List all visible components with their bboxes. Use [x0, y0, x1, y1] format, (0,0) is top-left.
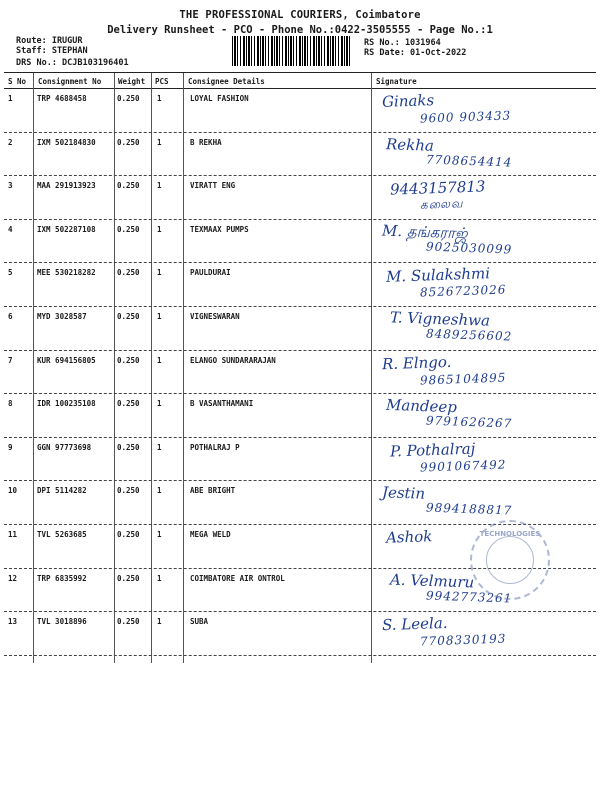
signature-phone: 7708654414 [425, 152, 513, 170]
row-separator [4, 350, 596, 351]
row-weight: 0.250 [117, 530, 140, 539]
signature-name: A. Velmuru [389, 570, 475, 592]
signature-name: Ashok [385, 527, 433, 547]
row-separator [4, 393, 596, 394]
company-stamp [470, 520, 550, 600]
signature-phone: 9025030099 [425, 239, 513, 257]
row-consignment-no: MEE 530218282 [37, 268, 96, 278]
row-consignment-no: IDR 100235108 [37, 399, 96, 409]
row-pcs: 1 [157, 94, 162, 103]
row-pcs: 1 [157, 530, 162, 539]
signature-phone: 9791626267 [425, 413, 513, 431]
row-pcs: 1 [157, 573, 162, 583]
document-subtitle: Delivery Runsheet - PCO - Phone No.:0422-3505555 - Page No.:1 [107, 24, 493, 36]
row-consignment-no: DPI 5114282 [37, 486, 87, 496]
row-pcs: 1 [157, 486, 162, 496]
row-pcs: 1 [157, 355, 162, 365]
row-weight: 0.250 [117, 312, 140, 321]
signature-phone: 8526723026 [419, 282, 507, 300]
row-consignment-no: TVL 3018896 [37, 617, 87, 627]
signature-name: M. தங்கராஜ் [381, 221, 468, 243]
row-sno: 13 [8, 617, 18, 627]
row-consignee: ABE BRIGHT [190, 486, 236, 496]
row-weight: 0.250 [117, 94, 140, 103]
row-separator [4, 306, 596, 307]
signature-phone: 9865104895 [419, 370, 507, 388]
rs-number: RS No.: 1031964 [364, 38, 441, 48]
signature-phone: 9901067492 [419, 457, 507, 475]
row-consignee: VIGNESWARAN [190, 312, 240, 321]
row-sno: 2 [8, 137, 13, 147]
signature-phone: கலைவ [419, 196, 464, 212]
signature-name: Mandeep [385, 395, 458, 417]
table-header-border [4, 88, 596, 89]
row-weight: 0.250 [117, 268, 140, 278]
barcode-image [232, 36, 352, 66]
signature-name: R. Elngo. [381, 352, 452, 373]
row-consignment-no: TVL 5263685 [37, 530, 87, 539]
row-consignee: PAULDURAI [190, 268, 231, 278]
row-consignee: MEGA WELD [190, 530, 231, 539]
row-consignee: B VASANTHAMANI [190, 399, 254, 409]
row-sno: 10 [8, 486, 18, 496]
row-separator [4, 437, 596, 438]
row-consignment-no: MAA 291913923 [37, 181, 96, 191]
column-divider [33, 73, 34, 663]
row-consignee: TEXMAAX PUMPS [190, 224, 249, 234]
row-weight: 0.250 [117, 442, 140, 452]
row-consignee: B REKHA [190, 137, 222, 147]
row-weight: 0.250 [117, 573, 140, 583]
row-weight: 0.250 [117, 486, 140, 496]
signature-phone: 8489256602 [425, 326, 513, 344]
row-separator [4, 219, 596, 220]
column-header-signature: Signature [376, 77, 417, 86]
row-weight: 0.250 [117, 224, 140, 234]
row-consignment-no: MYD 3028587 [37, 312, 87, 321]
row-consignee: POTHALRAJ P [190, 442, 240, 452]
rs-date: RS Date: 01-Oct-2022 [364, 48, 467, 58]
row-sno: 12 [8, 573, 18, 583]
row-sno: 1 [8, 94, 13, 103]
row-consignee: LOYAL FASHION [190, 94, 249, 103]
row-pcs: 1 [157, 399, 162, 409]
row-consignment-no: GGN 97773698 [37, 442, 92, 452]
drs-number: DRS No.: DCJB103196401 [16, 58, 129, 68]
stamp-inner-ring [486, 536, 534, 584]
row-consignment-no: TRP 4688458 [37, 94, 87, 103]
row-pcs: 1 [157, 181, 162, 191]
row-separator [4, 262, 596, 263]
signature-name: T. Vigneshwa [389, 308, 491, 330]
column-header-sno: S No [8, 77, 27, 86]
row-sno: 9 [8, 442, 13, 452]
signature-phone: 7708330193 [419, 631, 507, 649]
row-weight: 0.250 [117, 181, 140, 191]
signature-phone: 9942773261 [425, 588, 513, 606]
route-label: Route: IRUGUR [16, 36, 83, 46]
stamp-text: TECHNOLOGIES [479, 530, 541, 538]
row-consignment-no: IXM 502287108 [37, 224, 96, 234]
row-separator [4, 611, 596, 612]
column-divider [114, 73, 115, 663]
row-separator [4, 175, 596, 176]
document-title: THE PROFESSIONAL COURIERS, Coimbatore [179, 9, 421, 21]
signature-name: M. Sulakshmi [385, 264, 491, 287]
signature-phone: 9600 903433 [419, 108, 512, 126]
row-separator [4, 655, 596, 656]
column-header-consignment: Consignment No [38, 77, 102, 86]
column-divider [183, 73, 184, 663]
row-pcs: 1 [157, 312, 162, 321]
signature-name: P. Pothalraj [389, 439, 476, 461]
column-header-pcs: PCS [155, 77, 169, 86]
row-consignee: VIRATT ENG [190, 181, 236, 191]
row-consignment-no: TRP 6835992 [37, 573, 87, 583]
row-separator [4, 132, 596, 133]
staff-label: Staff: STEPHAN [16, 46, 88, 56]
row-weight: 0.250 [117, 617, 140, 627]
row-sno: 6 [8, 312, 13, 321]
row-pcs: 1 [157, 137, 162, 147]
row-sno: 4 [8, 224, 13, 234]
row-sno: 3 [8, 181, 13, 191]
row-sno: 5 [8, 268, 13, 278]
column-divider [151, 73, 152, 663]
row-pcs: 1 [157, 224, 162, 234]
row-sno: 7 [8, 355, 13, 365]
row-weight: 0.250 [117, 355, 140, 365]
signature-name: Rekha [385, 134, 435, 155]
row-pcs: 1 [157, 268, 162, 278]
signature-phone: 9894188817 [425, 500, 513, 518]
row-consignment-no: KUR 694156805 [37, 355, 96, 365]
row-weight: 0.250 [117, 137, 140, 147]
signature-name: Ginaks [381, 91, 435, 111]
signature-name: S. Leela. [381, 614, 448, 635]
column-header-consignee: Consignee Details [188, 77, 265, 86]
row-pcs: 1 [157, 442, 162, 452]
column-divider [371, 73, 372, 663]
signature-name: 9443157813 [389, 177, 486, 199]
row-consignee: SUBA [190, 617, 209, 627]
row-sno: 8 [8, 399, 13, 409]
signature-name: Jestin [381, 483, 426, 504]
row-consignee: COIMBATORE AIR ONTROL [190, 573, 285, 583]
table-top-border [4, 72, 596, 73]
row-consignee: ELANGO SUNDARARAJAN [190, 355, 276, 365]
column-header-weight: Weight [118, 77, 146, 86]
row-weight: 0.250 [117, 399, 140, 409]
row-separator [4, 480, 596, 481]
row-consignment-no: IXM 502184830 [37, 137, 96, 147]
row-sno: 11 [8, 530, 18, 539]
row-pcs: 1 [157, 617, 162, 627]
